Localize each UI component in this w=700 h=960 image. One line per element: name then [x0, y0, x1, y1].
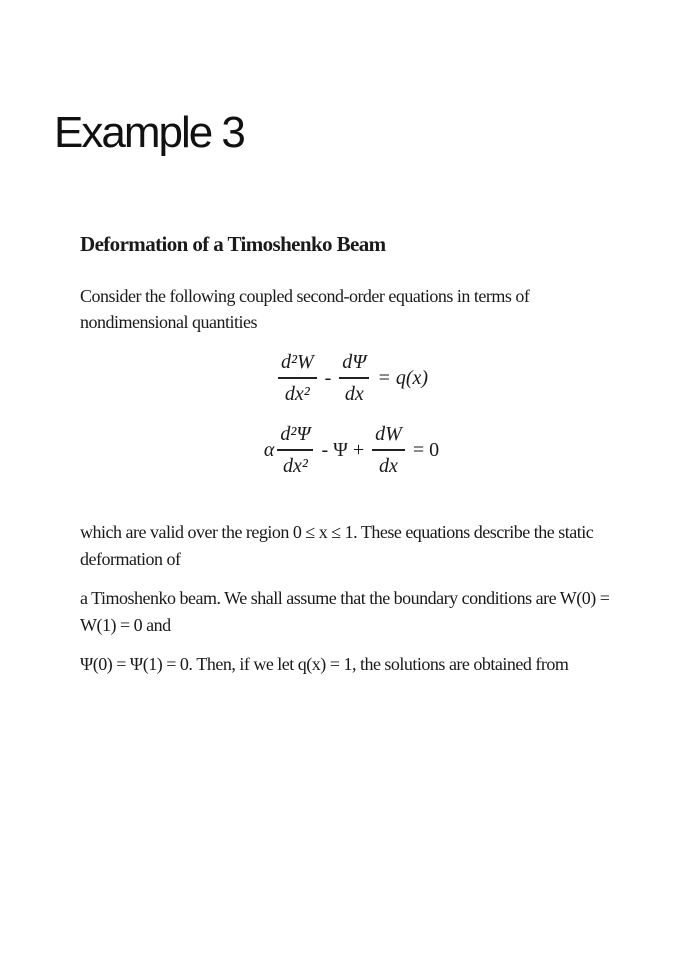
numerator: d²Ψ	[277, 421, 313, 451]
body-line-3: Ψ(0) = Ψ(1) = 0. Then, if we let q(x) = 1, the solutions are obtained from	[80, 654, 569, 674]
fraction-d2psi-dx2	[277, 421, 313, 479]
denominator: dx²	[282, 455, 308, 477]
fraction-d2w-dx2	[278, 349, 317, 407]
right-hand-side: = q(x)	[377, 366, 429, 389]
denominator: dx²	[284, 383, 310, 405]
denominator: dx	[379, 455, 398, 477]
fraction-dpsi-dx	[339, 349, 369, 407]
denominator: dx	[344, 383, 364, 405]
body-line-1: which are valid over the region 0 ≤ x ≤ 1. These equations describe the static deformation of	[80, 522, 594, 569]
alpha-coefficient: α	[263, 438, 275, 461]
numerator: dW	[372, 421, 405, 451]
document-excerpt	[80, 232, 628, 690]
intro-paragraph: Consider the following coupled second-order equations in terms of nondimensional quantities	[80, 286, 530, 332]
numerator: d²W	[278, 349, 317, 379]
operator: - Ψ +	[321, 438, 365, 461]
fraction-dw-dx	[372, 421, 405, 479]
section-heading: Deformation of a Timoshenko Beam	[80, 232, 386, 256]
equation-2	[264, 421, 444, 479]
equations	[80, 349, 628, 479]
right-hand-side: = 0	[412, 438, 440, 461]
equation-1	[275, 349, 433, 407]
slide-title: Example 3	[54, 108, 244, 157]
operator: -	[324, 366, 332, 389]
numerator: dΨ	[339, 349, 369, 379]
body-line-2: a Timoshenko beam. We shall assume that the boundary conditions are W(0) = W(1) = 0 and	[80, 588, 610, 635]
